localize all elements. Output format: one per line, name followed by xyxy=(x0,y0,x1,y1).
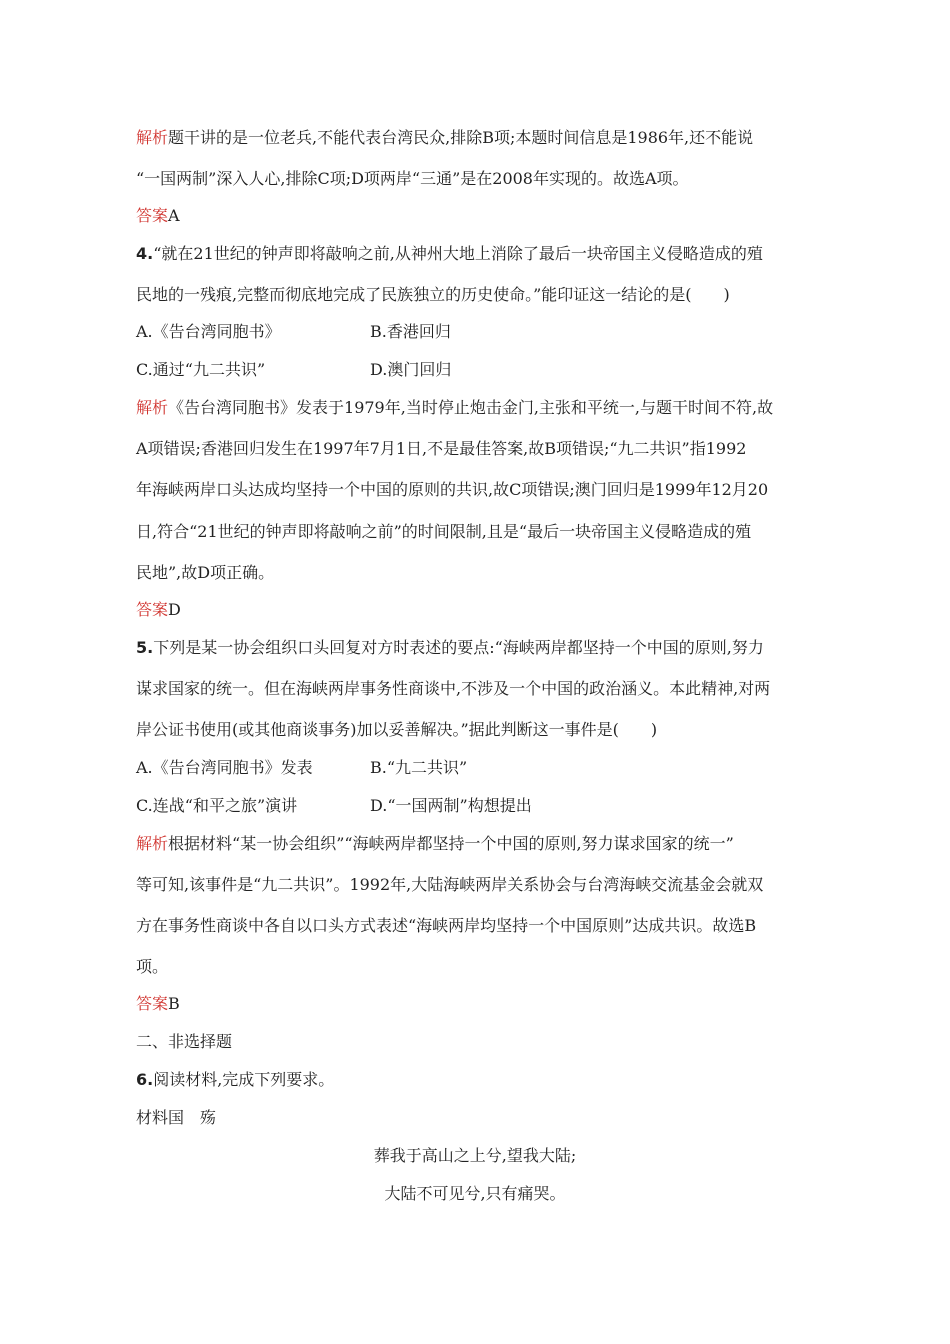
q4-stem-line-2: 民地的一残痕,完整而彻底地完成了民族独立的历史使命。”能印证这一结论的是( ) xyxy=(136,285,730,304)
question-number: 5. xyxy=(136,638,154,657)
q4-stem-line-1: 4.“就在21世纪的钟声即将敲响之前,从神州大地上消除了最后一块帝国主义侵略造成的殖 xyxy=(136,244,763,263)
q4-option-d: D.澳门回归 xyxy=(370,360,452,379)
q3-answer: 答案A xyxy=(136,206,180,225)
q5-analysis-line-2: 等可知,该事件是“九二共识”。1992年,大陆海峡两岸关系协会与台湾海峡交流基金会就双 xyxy=(136,875,764,894)
q4-analysis-line-5: 民地”,故D项正确。 xyxy=(136,563,275,582)
section-title: 二、非选择题 xyxy=(136,1032,233,1051)
q4-option-c: C.通过“九二共识” xyxy=(136,360,266,379)
q4-options-row-1 xyxy=(136,321,736,343)
q4-analysis-line-4: 日,符合“21世纪的钟声即将敲响之前”的时间限制,且是“最后一块帝国主义侵略造成的殖 xyxy=(136,522,752,541)
q6-material-heading xyxy=(136,1107,216,1129)
q5-stem-line-3: 岸公证书使用(或其他商谈事务)加以妥善解决。”据此判断这一事件是( ) xyxy=(136,720,658,739)
q5-stem-line-1: 5.下列是某一协会组织口头回复对方时表述的要点:“海峡两岸都坚持一个中国的原则,努力 xyxy=(136,638,764,657)
q5-analysis-line-4: 项。 xyxy=(136,957,169,976)
q4-analysis-line-1: 解析《告台湾同胞书》发表于1979年,当时停止炮击金门,主张和平统一,与题干时间不符,故 xyxy=(136,398,774,417)
q5-answer: 答案B xyxy=(136,994,180,1013)
q5-options-row-2 xyxy=(136,795,736,817)
q4-option-b: B.香港回归 xyxy=(370,322,451,341)
q5-option-a: A.《告台湾同胞书》发表 xyxy=(136,758,313,777)
q4-options-row-2 xyxy=(136,359,736,381)
q5-analysis-line-3: 方在事务性商谈中各自以口头方式表述“海峡两岸均坚持一个中国原则”达成共识。故选B xyxy=(136,916,757,935)
question-number: 4. xyxy=(136,244,154,263)
q3-analysis-line-2: “一国两制”深入人心,排除C项;D项两岸“三通”是在2008年实现的。故选A项。 xyxy=(136,169,689,188)
q5-option-b: B.“九二共识” xyxy=(370,758,468,777)
q4-analysis-line-3: 年海峡两岸口头达成均坚持一个中国的原则的共识,故C项错误;澳门回归是1999年12月20 xyxy=(136,480,769,499)
question-number: 6. xyxy=(136,1070,154,1089)
q5-options-row-1 xyxy=(136,757,736,779)
q4-analysis-line-2: A项错误;香港回归发生在1997年7月1日,不是最佳答案,故B项错误;“九二共识”指1992 xyxy=(136,439,747,458)
analysis-label: 解析 xyxy=(136,128,169,147)
poem-line-2: 大陆不可见兮,只有痛哭。 xyxy=(384,1184,566,1203)
answer-label: 答案 xyxy=(136,206,169,225)
q5-stem-line-2: 谋求国家的统一。但在海峡两岸事务性商谈中,不涉及一个中国的政治涵义。本此精神,对两 xyxy=(136,679,771,698)
q5-option-d: D.“一国两制”构想提出 xyxy=(370,796,532,815)
poem-title: 国 殇 xyxy=(168,1108,217,1127)
poem-line-1: 葬我于高山之上兮,望我大陆; xyxy=(373,1146,577,1165)
material-label: 材料 xyxy=(136,1108,169,1127)
q5-option-c: C.连战“和平之旅”演讲 xyxy=(136,796,298,815)
q5-analysis-line-1: 解析根据材料“某一协会组织”“海峡两岸都坚持一个中国的原则,努力谋求国家的统一” xyxy=(136,834,734,853)
q4-answer: 答案D xyxy=(136,600,181,619)
q6-stem: 6.阅读材料,完成下列要求。 xyxy=(136,1070,335,1089)
q3-analysis-line-1: 解析题干讲的是一位老兵,不能代表台湾民众,排除B项;本题时间信息是1986年,还不能说 xyxy=(136,128,754,147)
q4-option-a: A.《告台湾同胞书》 xyxy=(136,322,281,341)
